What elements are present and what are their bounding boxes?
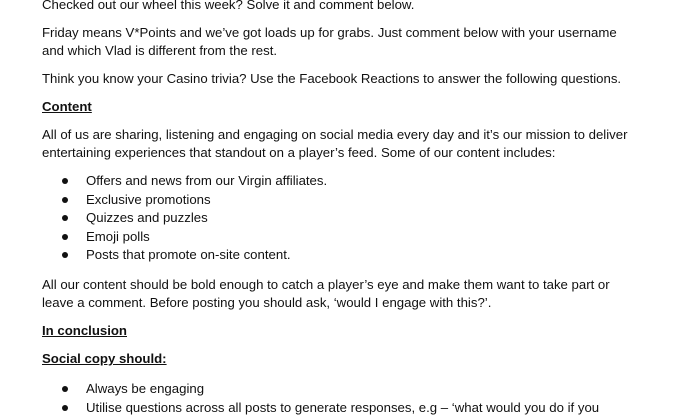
list-item [62, 399, 599, 417]
list-item-text: Exclusive promotions [86, 192, 211, 207]
bullet-icon [62, 252, 68, 258]
bullet-icon [62, 197, 68, 203]
list-item-text: Always be engaging [86, 381, 204, 396]
list-item [62, 191, 327, 210]
heading-in-conclusion: In conclusion [42, 322, 127, 340]
bullet-icon [62, 215, 68, 221]
paragraph-mission: All of us are sharing, listening and engaging on social media every day and it’s our mission to deliver entertaining experiences that standout on a player’s feed. Some of our content includes: [42, 126, 642, 162]
heading-social-copy: Social copy should: [42, 350, 167, 368]
heading-content: Content [42, 98, 92, 116]
paragraph-conclusion-text: All our content should be bold enough to catch a player’s eye and make them want to take part or leave a comment. Before posting you should ask, ‘would I engage with this?’. [42, 276, 642, 312]
list-item [62, 380, 599, 399]
paragraph-vpoints: Friday means V*Points and we’ve got loads up for grabs. Just comment below with your username and which Vlad is different from the rest. [42, 24, 642, 60]
list-item-text: Offers and news from our Virgin affiliates. [86, 173, 327, 188]
bullet-icon [62, 405, 68, 411]
bullet-icon [62, 178, 68, 184]
social-copy-bullet-list [62, 380, 599, 417]
bullet-icon [62, 386, 68, 392]
list-item-text: Quizzes and puzzles [86, 210, 208, 225]
paragraph-trivia: Think you know your Casino trivia? Use the Facebook Reactions to answer the following questions. [42, 70, 642, 88]
bullet-icon [62, 234, 68, 240]
paragraph-wheel: Checked out our wheel this week? Solve it and comment below. [42, 0, 642, 14]
content-bullet-list [62, 172, 327, 265]
list-item-text: Emoji polls [86, 229, 150, 244]
list-item-text: Utilise questions across all posts to generate responses, e.g – ‘what would you do if you [86, 400, 599, 415]
list-item [62, 172, 327, 191]
list-item [62, 246, 327, 265]
list-item-text: Posts that promote on-site content. [86, 247, 291, 262]
list-item [62, 209, 327, 228]
list-item [62, 228, 327, 247]
